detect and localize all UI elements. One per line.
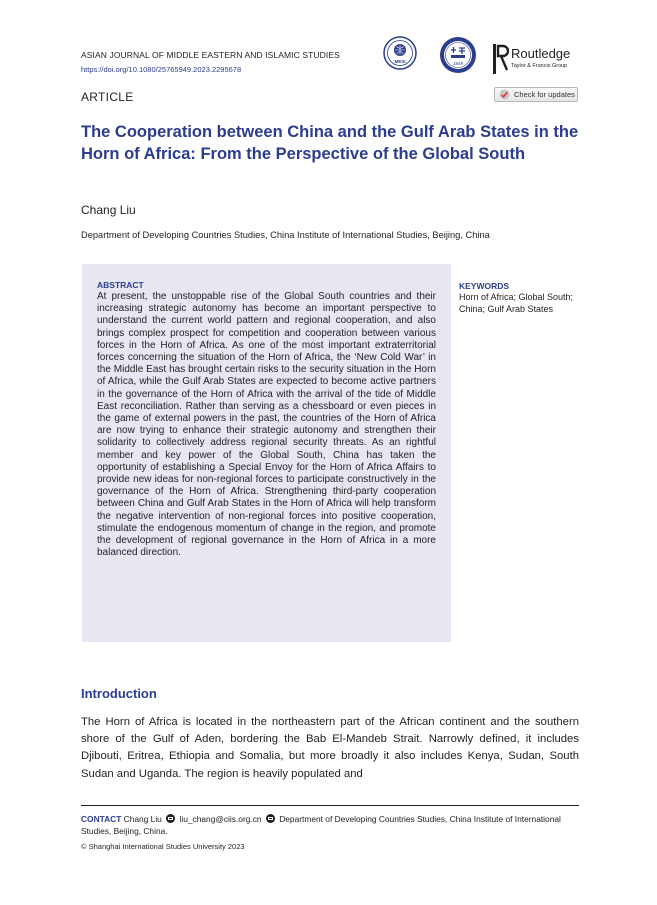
- check-updates-icon: [499, 89, 510, 100]
- check-for-updates-button[interactable]: [494, 87, 578, 102]
- check-updates-label: Check for updates: [514, 90, 575, 99]
- doi-link[interactable]: https://doi.org/10.1080/25765949.2023.2295678: [81, 65, 242, 74]
- address-icon: [266, 814, 275, 823]
- introduction-heading: Introduction: [81, 686, 157, 701]
- contact-name: Chang Liu: [123, 814, 162, 824]
- publisher-subtitle: Taylor & Francis Group: [511, 63, 568, 69]
- keywords-heading: KEYWORDS: [459, 281, 510, 291]
- mesi-logo-icon: [383, 36, 417, 70]
- publisher-name: Routledge: [511, 46, 571, 61]
- routledge-logo-icon: [493, 42, 509, 76]
- sisu-seal-text: 1949: [452, 61, 464, 66]
- journal-name: ASIAN JOURNAL OF MIDDLE EASTERN AND ISLAMIC STUDIES: [81, 50, 340, 60]
- mesi-logo-text: MESI: [394, 59, 406, 64]
- contact-address: Department of Developing Countries Studies, China Institute of International Studies, Beijing, China.: [81, 814, 561, 836]
- copyright-notice: © Shanghai International Studies University 2023: [81, 842, 245, 851]
- contact-label: CONTACT: [81, 814, 122, 824]
- sisu-seal-icon: [439, 36, 477, 74]
- introduction-paragraph: The Horn of Africa is located in the northeastern part of the African continent and the southern shore of the Gulf of Aden, bordering the Bab El-Mandeb Strait. Narrowly defined, it includes Djibouti, Eritrea, Ethiopia and Somalia, but more broadly it also includes Kenya, Sudan, South Sudan and Uganda. The region is heavily populated and: [81, 716, 579, 780]
- article-type-label: ARTICLE: [81, 90, 134, 104]
- footer-divider: [81, 805, 579, 806]
- keywords-list: Horn of Africa; Global South; China; Gulf Arab States: [459, 292, 574, 314]
- article-title: The Cooperation between China and the Gulf Arab States in the Horn of Africa: From the Perspective of the Global South: [81, 123, 579, 163]
- abstract-panel: [82, 264, 451, 642]
- abstract-heading: ABSTRACT: [97, 280, 144, 290]
- email-icon: [166, 814, 175, 823]
- abstract-text: At present, the unstoppable rise of the Global South countries and their increasing strategic autonomy has become an important perspective to understand the current world pattern and regional cooperation, and also brings complex prospect for competition and cooperation between various forces in the Horn of Africa. As one of the most important extraterritorial forces concerning the situation of the Horn of Africa, the ‘New Cold War’ in the Middle East has brought certain risks to the security situation in the Horn of Africa, while the Gulf Arab States are expected to become active partners in the governance of the Horn of Africa with the arrival of the tide of Middle East reconciliation. Rather than serving as a chessboard or even pieces in the game of external powers in the past, the countries of the Horn of Africa are now trying to enhance their strategic autonomy and strengthen their solidarity to collectively address regional security threats. As an rightful member and key power of the Global South, China has taken the opportunity of establishing a Special Envoy for the Horn of Africa Affairs to provide new ideas for non-regional forces to participate constructively in the governance of the Horn of Africa. Strengthening third-party cooperation between China and Gulf Arab States in the Horn of Africa will help transform the negative intervention of non-regional forces into positive cooperation, stimulate the endogenous momentum of change in the region, and promote the development of regional governance in the Horn of Africa in a more balanced direction.: [97, 291, 436, 559]
- keywords-block: [459, 281, 581, 315]
- author-name: Chang Liu: [81, 203, 136, 217]
- contact-footnote: [81, 814, 579, 837]
- contact-email[interactable]: liu_chang@ciis.org.cn: [179, 814, 262, 824]
- author-affiliation: Department of Developing Countries Studies, China Institute of International Studies, Beijing, China: [81, 230, 490, 240]
